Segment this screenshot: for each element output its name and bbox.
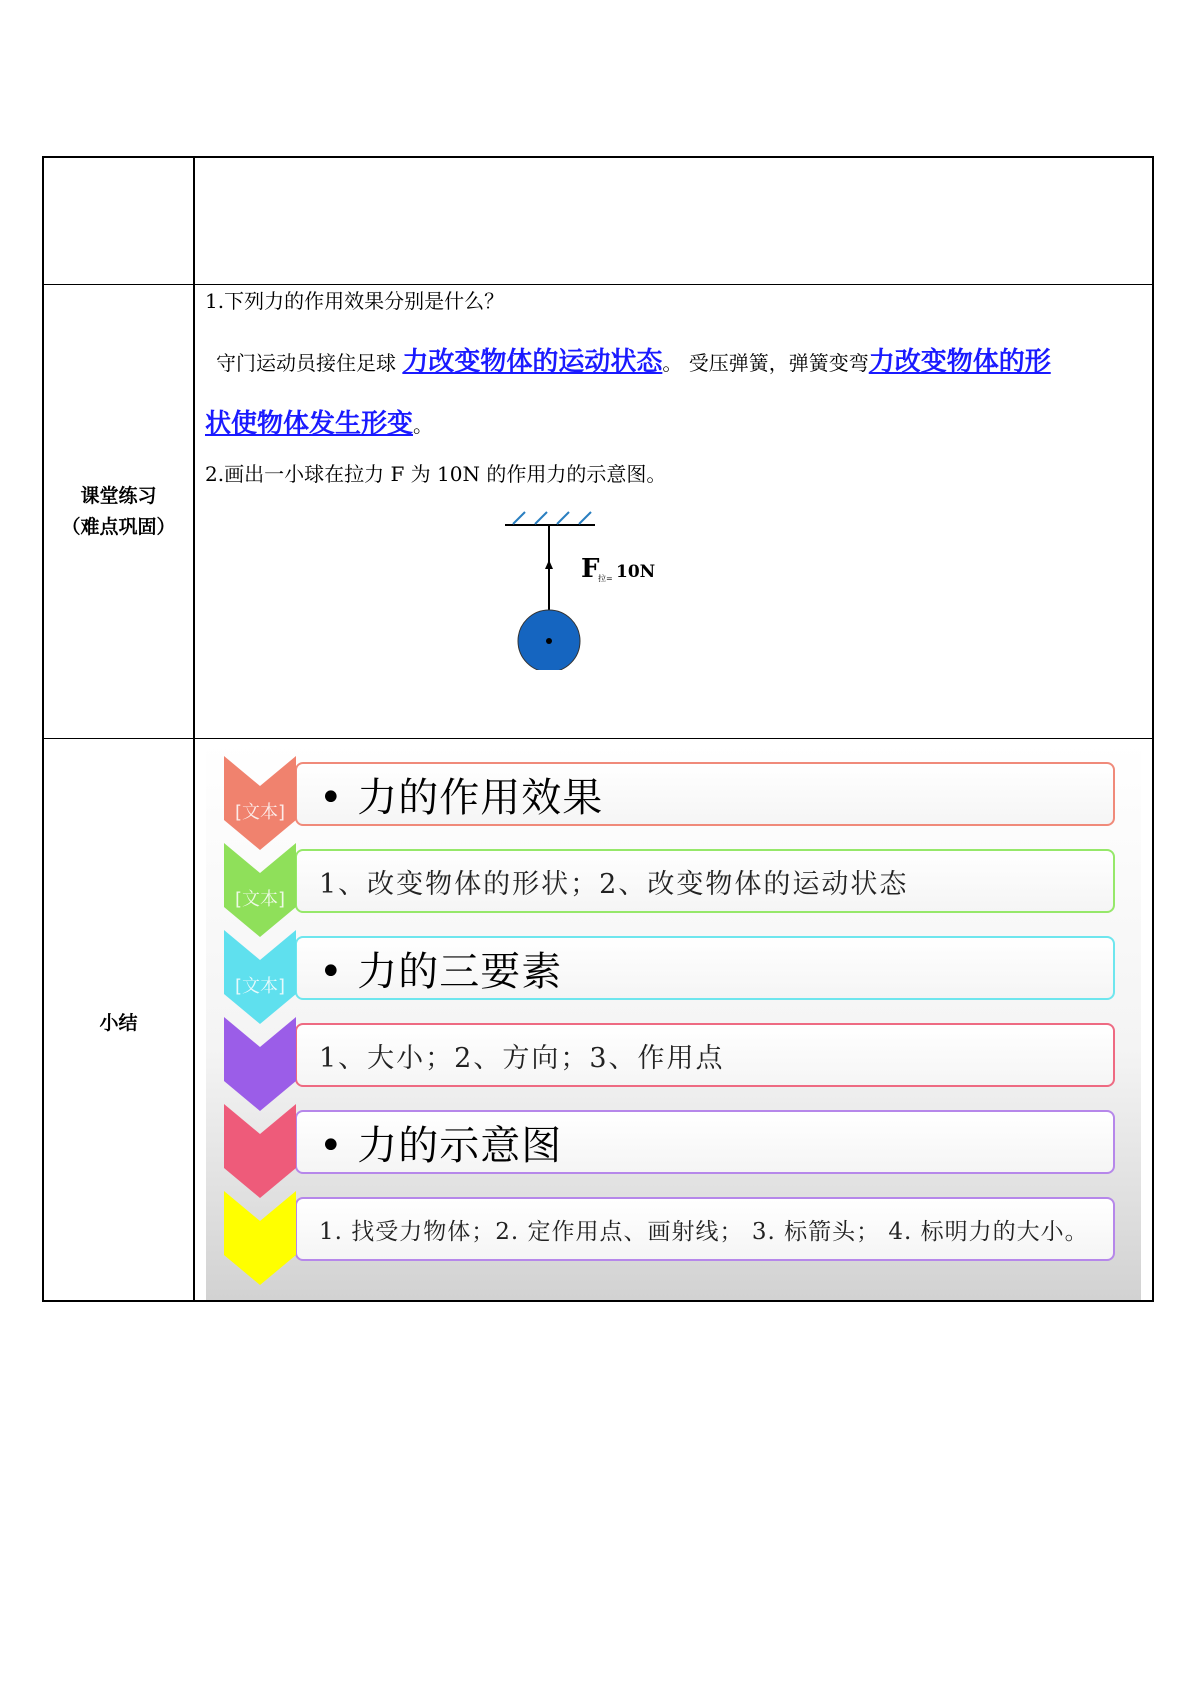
chevron-placeholder-label: [文本]	[234, 976, 286, 997]
summary-item-5	[295, 1110, 1115, 1174]
row-divider-2	[44, 738, 1152, 739]
force-diagram	[495, 505, 675, 670]
answer-2-period: 。	[413, 413, 434, 437]
row-label-practice-line2: （难点巩固）	[61, 516, 176, 538]
summary-item-text: 1. 找受力物体；2. 定作用点、画射线； 3. 标箭头； 4. 标明力的大小。	[319, 1218, 1089, 1245]
row-label-summary: 小结	[99, 1012, 138, 1034]
chevron-placeholder-label: [文本]	[234, 889, 286, 910]
question-1: 1.下列力的作用效果分别是什么？	[205, 289, 505, 313]
summary-item-text: • 力的作用效果	[319, 774, 604, 821]
answer-1: 力改变物体的运动状态	[402, 347, 663, 377]
case-goalkeeper: 守门运动员接住足球	[216, 351, 396, 375]
question-1-line-a	[216, 349, 1051, 376]
summary-item-text: • 力的三要素	[319, 948, 563, 995]
chevron-arrow-icon	[224, 1017, 296, 1111]
force-subscript: 拉=	[598, 574, 613, 583]
chevron-arrow-icon	[224, 1191, 296, 1285]
question-1-line-b	[205, 411, 433, 438]
row-divider-1	[44, 284, 1152, 285]
summary-item-1	[295, 762, 1115, 826]
summary-item-text: 1、改变物体的形状；2、改变物体的运动状态	[319, 868, 909, 900]
summary-item-text: • 力的示意图	[319, 1122, 563, 1169]
summary-item-4	[295, 1023, 1115, 1087]
answer-2-part2: 状使物体发生形变	[205, 409, 414, 439]
column-divider	[193, 158, 195, 1300]
chevron-placeholder-label: [文本]	[234, 802, 286, 823]
arrowhead-icon	[545, 560, 553, 569]
summary-item-6	[295, 1197, 1115, 1261]
ceiling-hatch	[513, 512, 591, 524]
question-2: 2.画出一小球在拉力 F 为 10N 的作用力的示意图。	[205, 462, 667, 486]
row-label-practice	[44, 481, 193, 543]
point-of-action	[546, 638, 552, 644]
force-symbol: F	[581, 554, 600, 584]
case-spring: 。 受压弹簧，弹簧变弯	[662, 351, 869, 375]
chevron-arrow-icon	[224, 1104, 296, 1198]
summary-item-2	[295, 849, 1115, 913]
row-label-practice-line1: 课堂练习	[80, 485, 157, 507]
summary-item-3	[295, 936, 1115, 1000]
summary-panel	[206, 742, 1141, 1300]
force-value: 10N	[616, 562, 656, 582]
summary-item-text: 1、大小；2、方向；3、作用点	[319, 1042, 725, 1074]
answer-2-part1: 力改变物体的形	[868, 347, 1051, 377]
